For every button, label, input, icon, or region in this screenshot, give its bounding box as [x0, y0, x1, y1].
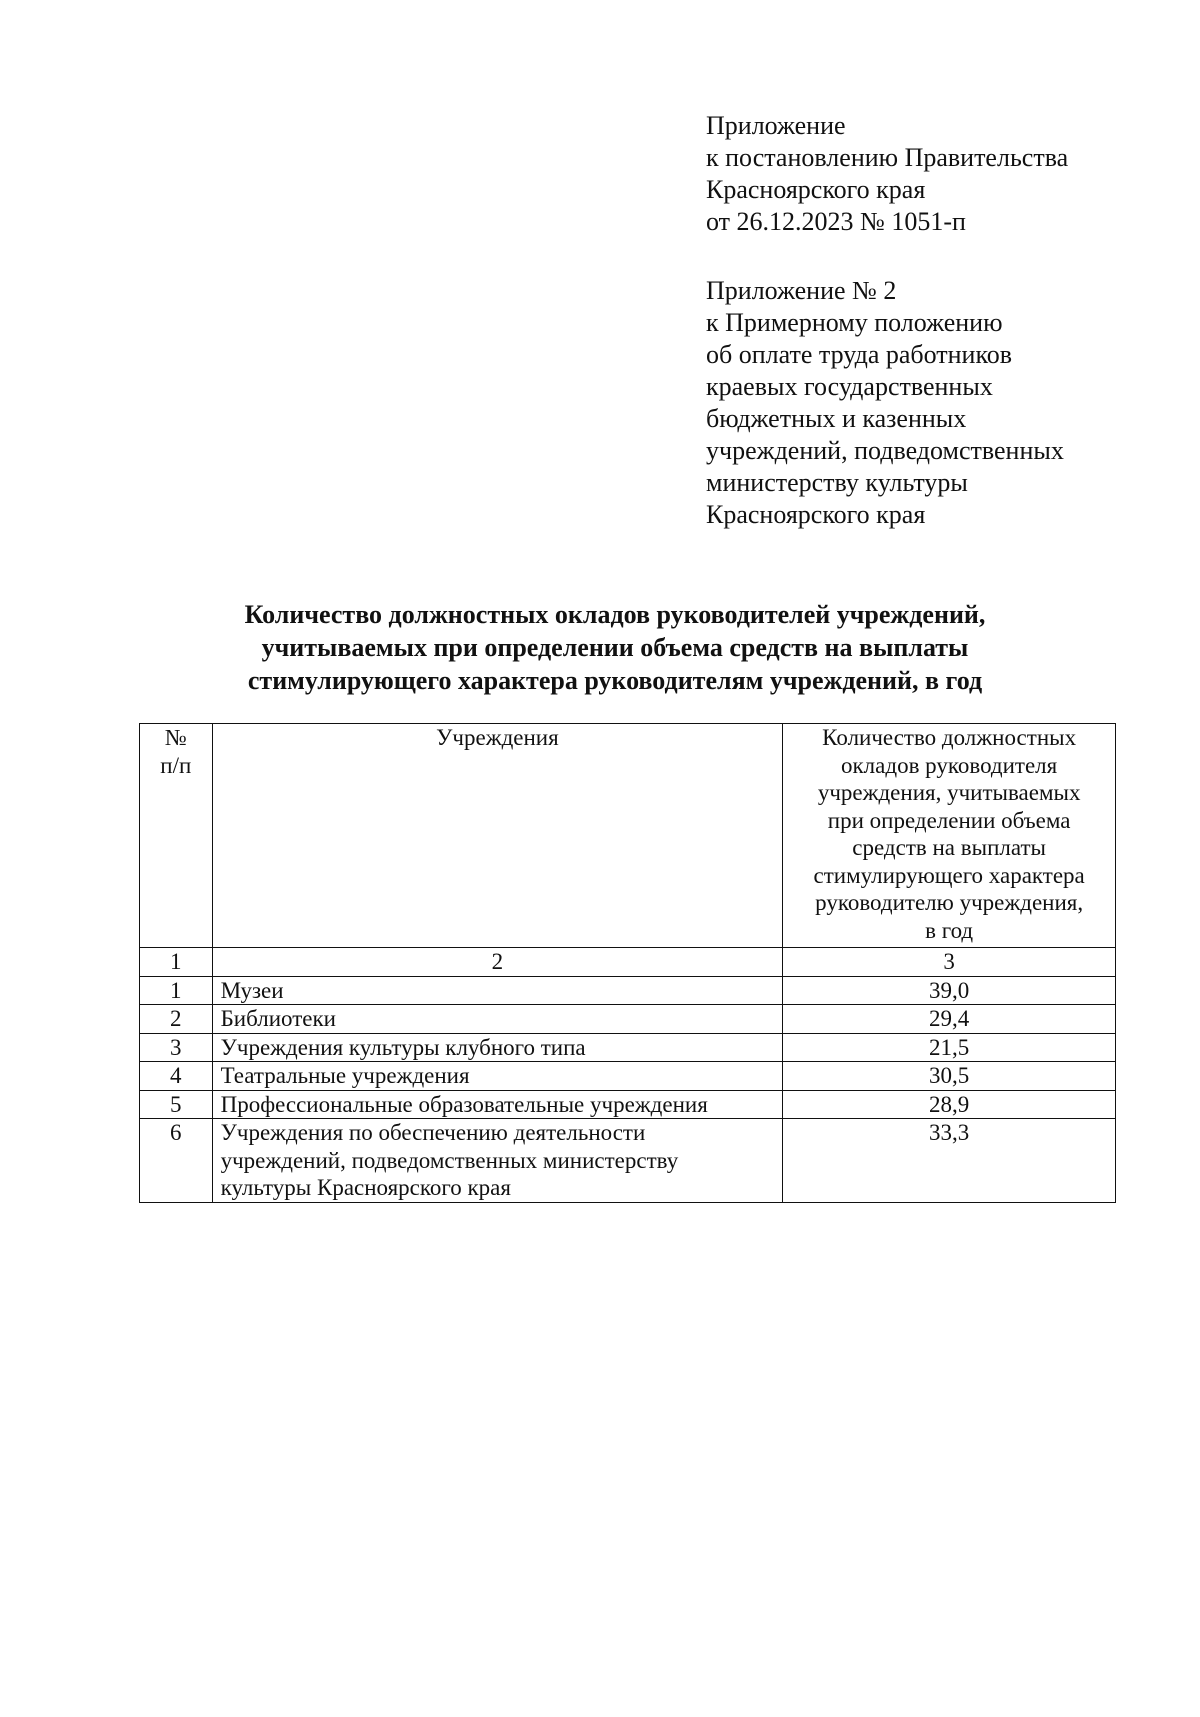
header-count-line: окладов руководителя [841, 752, 1058, 778]
annex-line: учреждений, подведомственных [706, 436, 1064, 465]
table-row [140, 976, 1116, 1005]
header-count-line: в год [925, 917, 974, 943]
table-row [140, 1005, 1116, 1034]
header-num [140, 724, 213, 948]
title-line: Количество должностных окладов руководителей учреждений, [244, 600, 986, 629]
table-row [140, 1090, 1116, 1119]
row-value: 30,5 [783, 1062, 1116, 1091]
annex-line: Красноярского края [706, 500, 926, 529]
row-institution: Библиотеки [212, 1005, 783, 1034]
header-count-line: стимулирующего характера [813, 862, 1085, 888]
annex-line: министерству культуры [706, 468, 968, 497]
annex-line: об оплате труда работников [706, 340, 1013, 369]
row-num: 1 [140, 976, 213, 1005]
header-num-line: № [164, 725, 187, 750]
table-header-row [140, 724, 1116, 948]
row-num: 5 [140, 1090, 213, 1119]
annex-line: Приложение № 2 [706, 276, 897, 305]
header-count-line: руководителю учреждения, [815, 890, 1084, 915]
row-institution: Учреждения культуры клубного типа [212, 1033, 783, 1062]
row-num: 6 [140, 1119, 213, 1203]
header-institution: Учреждения [212, 724, 783, 948]
row-institution-line: Учреждения по обеспечению деятельности [220, 1120, 646, 1145]
row-institution-line: культуры Красноярского края [220, 1175, 511, 1200]
row-num: 4 [140, 1062, 213, 1091]
row-value: 33,3 [783, 1119, 1116, 1203]
row-institution: Профессиональные образовательные учреждения [212, 1090, 783, 1119]
row-value: 28,9 [783, 1090, 1116, 1119]
row-num: 2 [140, 1005, 213, 1034]
title-line: стимулирующего характера руководителям учреждений, в год [247, 666, 983, 695]
annex-line: краевых государственных [706, 372, 993, 401]
annex-line: к постановлению Правительства [706, 143, 1069, 172]
salary-count-table [139, 723, 1116, 1203]
annex-line: Приложение [706, 111, 846, 140]
document-title [140, 598, 1090, 697]
row-institution [212, 1119, 783, 1203]
column-number: 3 [783, 948, 1116, 977]
row-institution: Музеи [212, 976, 783, 1005]
annex-line: Красноярского края [706, 175, 926, 204]
header-count-line: Количество должностных [822, 725, 1077, 750]
table-row [140, 1119, 1116, 1203]
row-value: 39,0 [783, 976, 1116, 1005]
annex-reference-block [706, 110, 1126, 238]
annex-2-reference-block [706, 275, 1126, 531]
annex-line: бюджетных и казенных [706, 404, 967, 433]
header-count-line: при определении объема [827, 807, 1071, 833]
row-value: 29,4 [783, 1005, 1116, 1034]
column-number: 1 [140, 948, 213, 977]
annex-line: к Примерному положению [706, 308, 1003, 337]
title-line: учитываемых при определении объема средств на выплаты [261, 633, 969, 662]
header-num-line: п/п [160, 752, 192, 778]
header-count-line: учреждения, учитываемых [817, 780, 1081, 805]
column-number-row [140, 948, 1116, 977]
column-number: 2 [212, 948, 783, 977]
row-num: 3 [140, 1033, 213, 1062]
table-row [140, 1062, 1116, 1091]
table-row [140, 1033, 1116, 1062]
header-count [783, 724, 1116, 948]
row-value: 21,5 [783, 1033, 1116, 1062]
header-count-line: средств на выплаты [852, 835, 1046, 860]
row-institution-line: учреждений, подведомственных министерству [220, 1147, 679, 1173]
annex-line: от 26.12.2023 № 1051-п [706, 207, 966, 236]
row-institution: Театральные учреждения [212, 1062, 783, 1091]
